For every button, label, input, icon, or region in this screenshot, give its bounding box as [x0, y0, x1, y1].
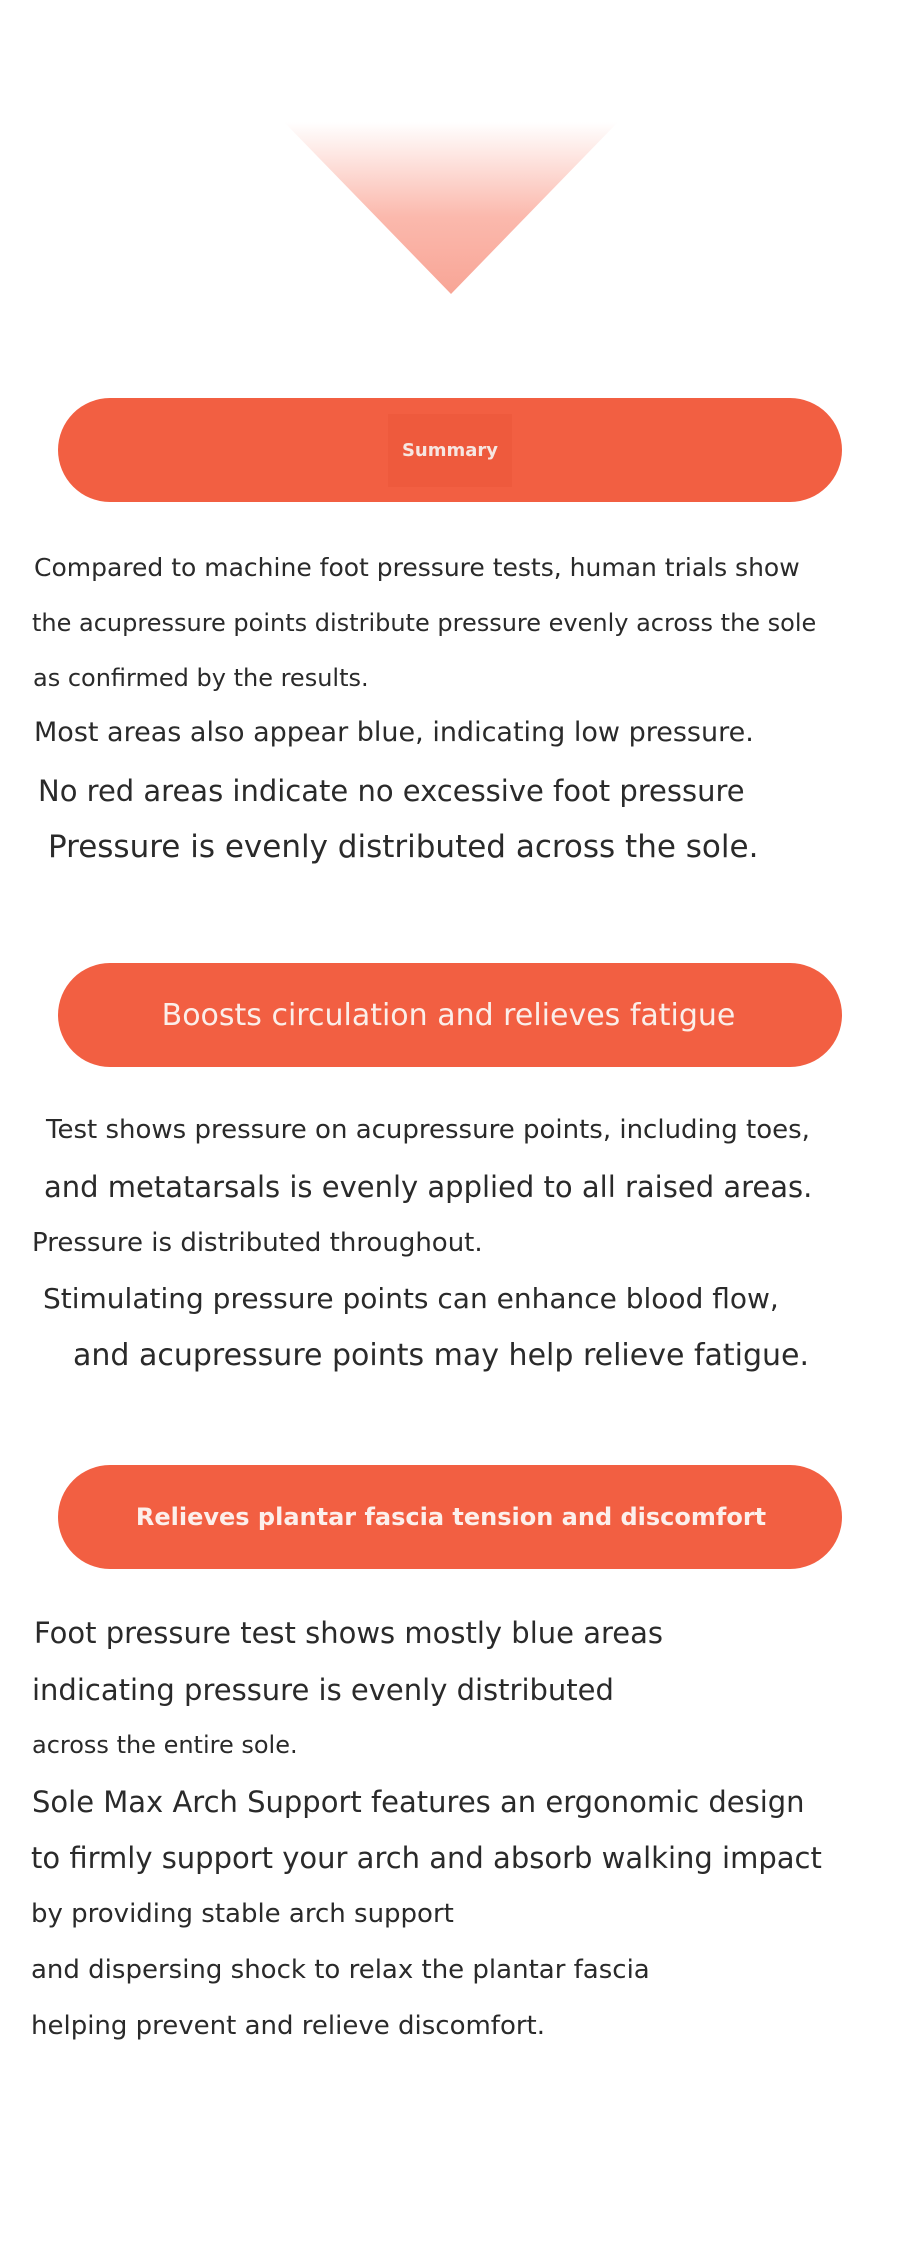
summary-line-2: the acupressure points distribute pressure evenly across the sole	[32, 609, 817, 637]
plantar-line-4: Sole Max Arch Support features an ergonomic design	[32, 1785, 805, 1819]
circulation-line-4: Stimulating pressure points can enhance blood flow,	[43, 1282, 779, 1315]
plantar-line-7: and dispersing shock to relax the plantar fascia	[31, 1955, 650, 1985]
plantar-fascia-heading: Relieves plantar fascia tension and discomfort	[135, 1503, 767, 1531]
summary-line-1: Compared to machine foot pressure tests, human trials show	[34, 553, 800, 582]
plantar-line-6: by providing stable arch support	[31, 1899, 454, 1929]
circulation-line-1: Test shows pressure on acupressure points, including toes,	[46, 1115, 810, 1145]
summary-banner	[58, 398, 842, 502]
circulation-banner	[58, 963, 842, 1067]
plantar-line-1: Foot pressure test shows mostly blue areas	[34, 1616, 663, 1650]
plantar-line-2: indicating pressure is evenly distributed	[32, 1673, 614, 1707]
plantar-line-3: across the entire sole.	[32, 1731, 298, 1759]
plantar-fascia-banner	[58, 1465, 842, 1569]
circulation-line-5: and acupressure points may help relieve fatigue.	[73, 1338, 810, 1373]
plantar-line-5: to firmly support your arch and absorb walking impact	[31, 1841, 822, 1875]
circulation-heading: Boosts circulation and relieves fatigue	[161, 997, 736, 1033]
down-triangle-icon	[284, 122, 618, 294]
summary-line-5: No red areas indicate no excessive foot pressure	[38, 774, 745, 808]
circulation-line-3: Pressure is distributed throughout.	[32, 1228, 483, 1258]
summary-line-6: Pressure is evenly distributed across the sole.	[48, 829, 759, 865]
summary-line-4: Most areas also appear blue, indicating low pressure.	[34, 717, 754, 748]
plantar-line-8: helping prevent and relieve discomfort.	[31, 2011, 546, 2041]
circulation-line-2: and metatarsals is evenly applied to all raised areas.	[44, 1170, 813, 1204]
summary-heading: Summary	[388, 414, 512, 487]
summary-line-3: as confirmed by the results.	[33, 664, 369, 692]
